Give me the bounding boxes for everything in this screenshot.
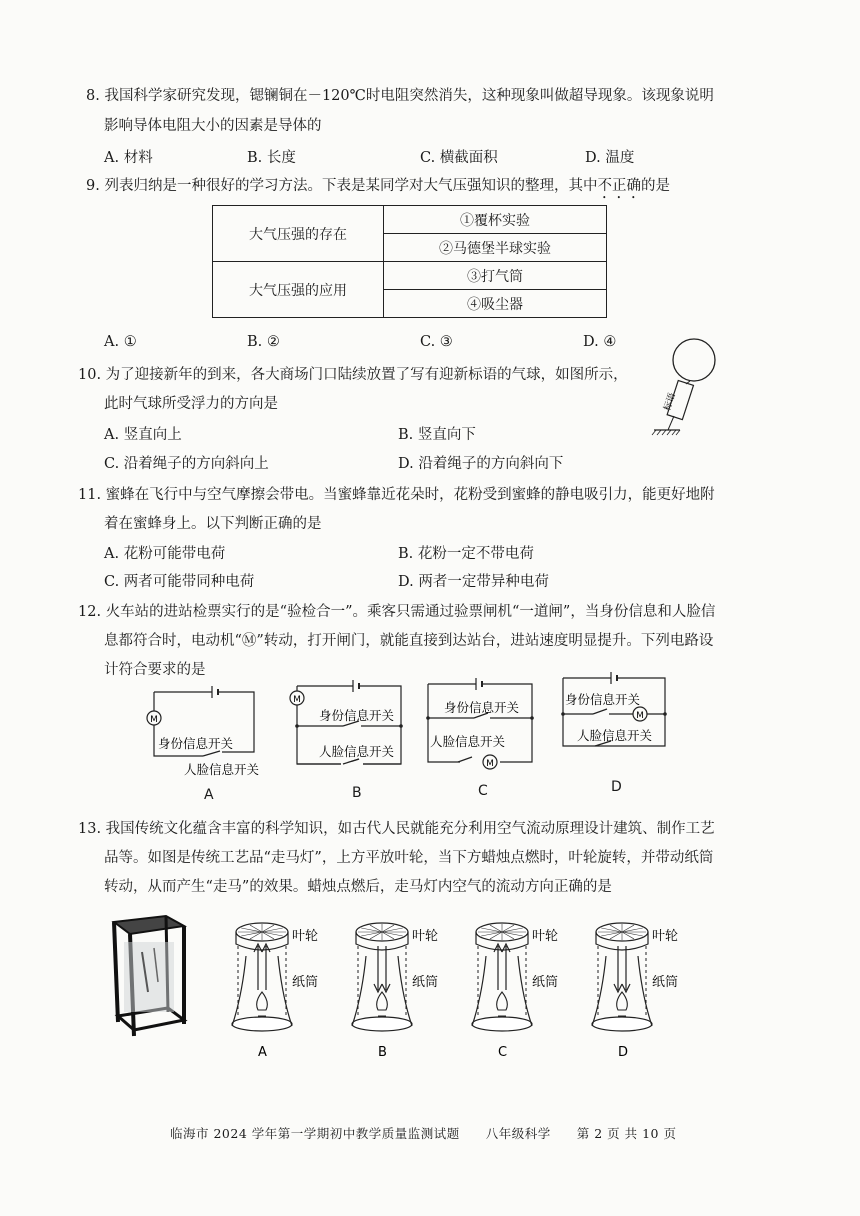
q13-stem-line1: 13. 我国传统文化蕴含丰富的科学知识，如古代人民就能充分利用空气流动原理设计建筑、制作工艺 (78, 821, 715, 837)
page-footer: 临海市 2024 学年第一学期初中教学质量监测试题 八年级科学 第 2 页 共 10 页 (170, 1126, 677, 1141)
motor-c: M (486, 759, 494, 769)
q10-stem-line2: 此时气球所受浮力的方向是 (104, 396, 278, 412)
q11-stem-line2: 着在蜜蜂身上。以下判断正确的是 (104, 516, 322, 532)
q9-table (212, 205, 607, 318)
q8-option-a: A. 材料 (104, 150, 153, 166)
lantern-label: C (498, 1045, 508, 1060)
lantern-diagram-a (232, 923, 318, 1060)
tube-label: 纸筒 (292, 975, 319, 990)
circuit-b-face-switch: 人脸信息开关 (319, 744, 395, 759)
circuit-c-id-switch: 身份信息开关 (444, 700, 520, 715)
q10-option-a: A. 竖直向上 (104, 427, 182, 443)
tube-label: 纸筒 (412, 975, 439, 990)
q8-stem-line2: 影响导体电阻大小的因素是导体的 (104, 118, 322, 134)
circuit-d-label: D (611, 779, 622, 795)
lantern-photo (104, 912, 194, 1042)
circuit-c-label: C (478, 783, 488, 799)
q11-stem-line1: 11. 蜜蜂在飞行中与空气摩擦会带电。当蜜蜂靠近花朵时，花粉受到蜜蜂的静电吸引力，能更好地附 (78, 487, 715, 503)
q13-stem-line3: 转动，从而产生“走马”的效果。蜡烛点燃后，走马灯内空气的流动方向正确的是 (104, 879, 612, 895)
lantern-diagram-d (592, 923, 678, 1060)
tube-label: 纸筒 (532, 975, 559, 990)
q12-stem-line2: 息都符合时，电动机“Ⓜ”转动，打开闸门，就能直接到达站台，进站速度明显提升。下列电路设 (104, 633, 714, 649)
q9-stem: 9. 列表归纳是一种很好的学习方法。下表是某同学对大气压强知识的整理，其中不正确的是 (86, 178, 670, 194)
q9-table-item-3: ③打气筒 (384, 262, 607, 290)
q9-table-item-1: ①覆杯实验 (384, 206, 607, 234)
q9-option-c: C. ③ (420, 334, 453, 350)
q10-option-d: D. 沿着绳子的方向斜向下 (398, 456, 564, 472)
circuit-d (555, 670, 670, 770)
circuit-d-id-switch: 身份信息开关 (565, 692, 641, 707)
q8-option-b: B. 长度 (247, 150, 296, 166)
q9-emphasis: 不正确 (597, 178, 641, 194)
lantern-label: D (618, 1045, 629, 1060)
balloon-figure (650, 336, 720, 440)
circuit-d-face-switch: 人脸信息开关 (577, 728, 653, 743)
q8-option-c: C. 横截面积 (420, 150, 498, 166)
q9-table-item-4: ④吸尘器 (384, 290, 607, 318)
q13-stem-line2: 品等。如图是传统工艺品“走马灯”，上方平放叶轮，当下方蜡烛点燃时，叶轮旋转，并带动纸筒 (104, 850, 714, 866)
circuit-a-face-switch: 人脸信息开关 (184, 762, 260, 777)
balloon-label: 标语 (662, 391, 678, 413)
q10-stem-line1: 10. 为了迎接新年的到来，各大商场门口陆续放置了写有迎新标语的气球，如图所示， (78, 367, 628, 383)
q8-stem-line1: 8. 我国科学家研究发现，锶镧铜在－120℃时电阻突然消失，这种现象叫做超导现象。该现象说明 (86, 88, 714, 104)
impeller-label: 叶轮 (412, 929, 439, 944)
circuit-b-id-switch: 身份信息开关 (319, 708, 395, 723)
q12-stem-line3: 计符合要求的是 (104, 662, 206, 678)
q9-table-label-application: 大气压强的应用 (213, 262, 384, 318)
lantern-diagrams (220, 916, 700, 1066)
lantern-diagram-c (472, 923, 558, 1060)
motor-a: M (150, 715, 158, 725)
q9-option-a: A. ① (104, 334, 137, 350)
motor-d: M (636, 711, 644, 721)
circuit-a (140, 680, 275, 780)
q9-table-label-existence: 大气压强的存在 (213, 206, 384, 262)
q11-option-c: C. 两者可能带同种电荷 (104, 574, 255, 590)
q11-option-b: B. 花粉一定不带电荷 (398, 546, 534, 562)
circuit-b-label: B (352, 785, 362, 801)
circuit-b (285, 676, 410, 776)
impeller-label: 叶轮 (652, 929, 679, 944)
lantern-label: B (378, 1045, 387, 1060)
q10-option-c: C. 沿着绳子的方向斜向上 (104, 456, 269, 472)
q11-option-d: D. 两者一定带异种电荷 (398, 574, 549, 590)
q9-option-d: D. ④ (583, 334, 617, 350)
q8-option-d: D. 温度 (585, 150, 635, 166)
q10-option-b: B. 竖直向下 (398, 427, 476, 443)
q9-table-item-2: ②马德堡半球实验 (384, 234, 607, 262)
motor-b: M (293, 695, 301, 705)
q9-option-b: B. ② (247, 334, 280, 350)
circuit-a-label: A (204, 787, 214, 803)
impeller-label: 叶轮 (292, 929, 319, 944)
q12-stem-line1: 12. 火车站的进站检票实行的是“验检合一”。乘客只需通过验票闸机“一道闸”，当身份信息和人脸信 (78, 604, 716, 620)
circuit-a-id-switch: 身份信息开关 (158, 736, 234, 751)
circuit-c (420, 674, 540, 774)
lantern-label: A (258, 1045, 267, 1060)
lantern-diagram-b (352, 923, 438, 1060)
impeller-label: 叶轮 (532, 929, 559, 944)
q11-option-a: A. 花粉可能带电荷 (104, 546, 226, 562)
circuit-c-face-switch: 人脸信息开关 (430, 734, 506, 749)
tube-label: 纸筒 (652, 975, 679, 990)
